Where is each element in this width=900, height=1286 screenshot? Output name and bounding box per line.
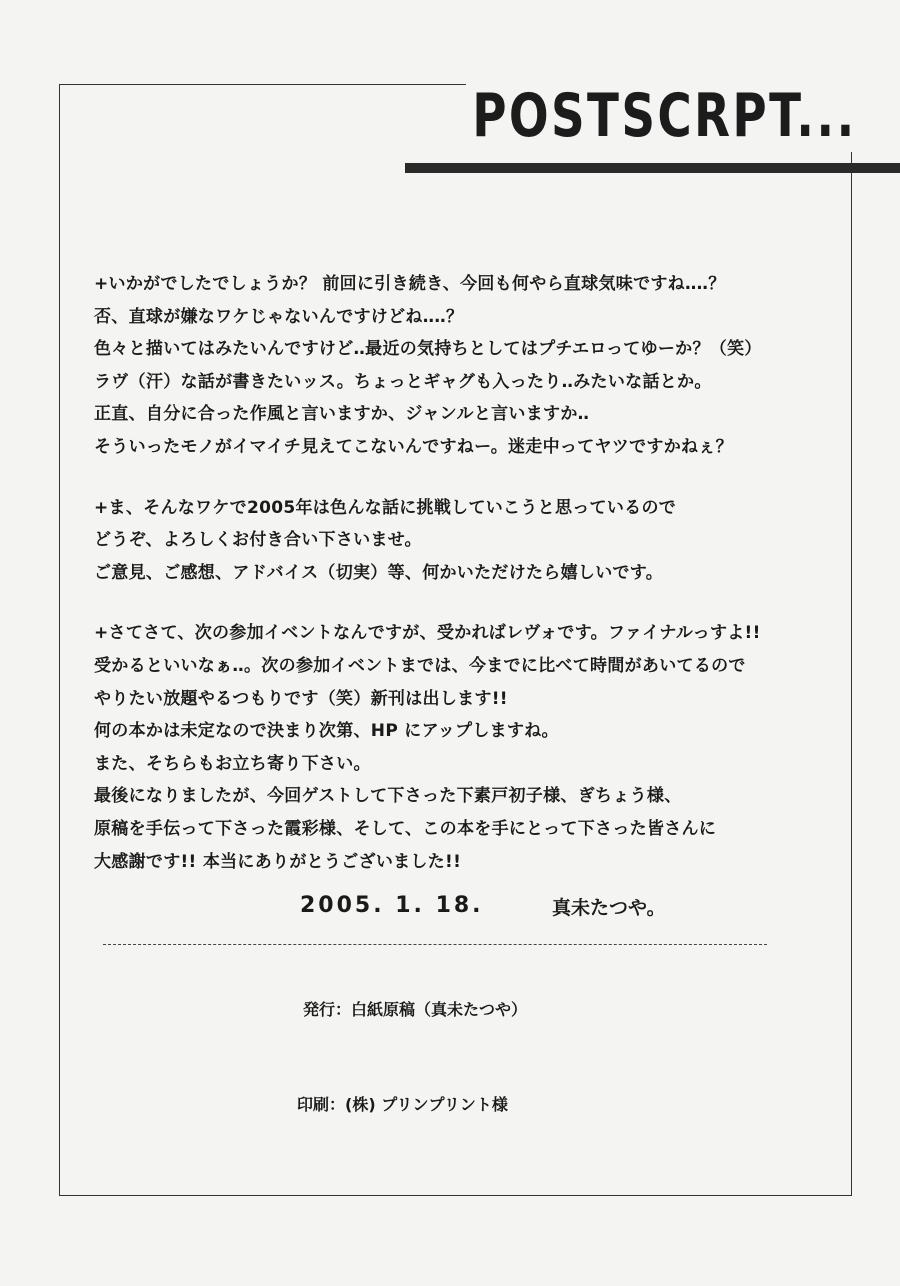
text-line: ご意見、ご感想、アドバイス（切実）等、何かいただけたら嬉しいです。 xyxy=(94,562,664,583)
publisher-line: 発行：白紙原稿（真未たつや） xyxy=(303,1000,528,1019)
title-underline-bar xyxy=(405,163,900,173)
postscript-body xyxy=(94,268,834,906)
text-line: +さてさて、次の参加イベントなんですが、受かればレヴォです。ファイナルっすよ!! xyxy=(94,623,761,644)
text-line: +いかがでしたでしょうか？ 前回に引き続き、今回も何やら直球気味ですね‥‥？ xyxy=(94,274,726,294)
text-line: そういったモノがイマイチ見えてこないんですねー。迷走中ってヤツですかねぇ？ xyxy=(94,436,733,457)
text-line: やりたい放題やるつもりです（笑）新刊は出します!! xyxy=(94,688,508,709)
page-title: POSTSCRPT... xyxy=(466,80,863,152)
text-line: 否、直球が嫌なワケじゃないんですけどね‥‥？ xyxy=(94,306,464,327)
paragraph-2 xyxy=(94,492,834,590)
signature-name: 真未たつや。 xyxy=(552,897,666,919)
text-line: 受かるといいなぁ‥。次の参加イベントまでは、今までに比べて時間があいてるので xyxy=(94,655,746,676)
text-line: 大感謝です!! 本当にありがとうございました!! xyxy=(94,851,462,872)
text-line: 最後になりましたが、今回ゲストして下さった下素戸初子様、ぎちょう様、 xyxy=(94,786,682,807)
dashed-divider xyxy=(103,944,767,945)
paragraph-1 xyxy=(94,268,834,464)
text-line: +ま、そんなワケで2005年は色んな話に挑戦していこうと思っているので xyxy=(94,497,677,518)
text-line: ラヴ（汗）な話が書きたいッス。ちょっとギャグも入ったり‥みたいな話とか。 xyxy=(94,371,712,392)
text-line: 何の本かは未定なので決まり次第、HP にアップしますね。 xyxy=(94,721,559,742)
signature xyxy=(300,893,666,919)
text-line: また、そちらもお立ち寄り下さい。 xyxy=(94,753,371,774)
paragraph-3 xyxy=(94,617,834,878)
text-line: 色々と描いてはみたいんですけど‥最近の気持ちとしてはプチエロってゆーか？（笑） xyxy=(94,339,762,360)
text-line: 正直、自分に合った作風と言いますか、ジャンルと言いますか‥ xyxy=(94,404,590,425)
text-line: 原稿を手伝って下さった霞彩様、そして、この本を手にとって下さった皆さんに xyxy=(94,818,717,839)
signature-date: 2005. 1. 18. xyxy=(300,893,484,918)
text-line: どうぞ、よろしくお付き合い下さいませ。 xyxy=(94,530,422,551)
printer-line: 印刷：(株) プリンプリント様 xyxy=(297,1095,508,1114)
